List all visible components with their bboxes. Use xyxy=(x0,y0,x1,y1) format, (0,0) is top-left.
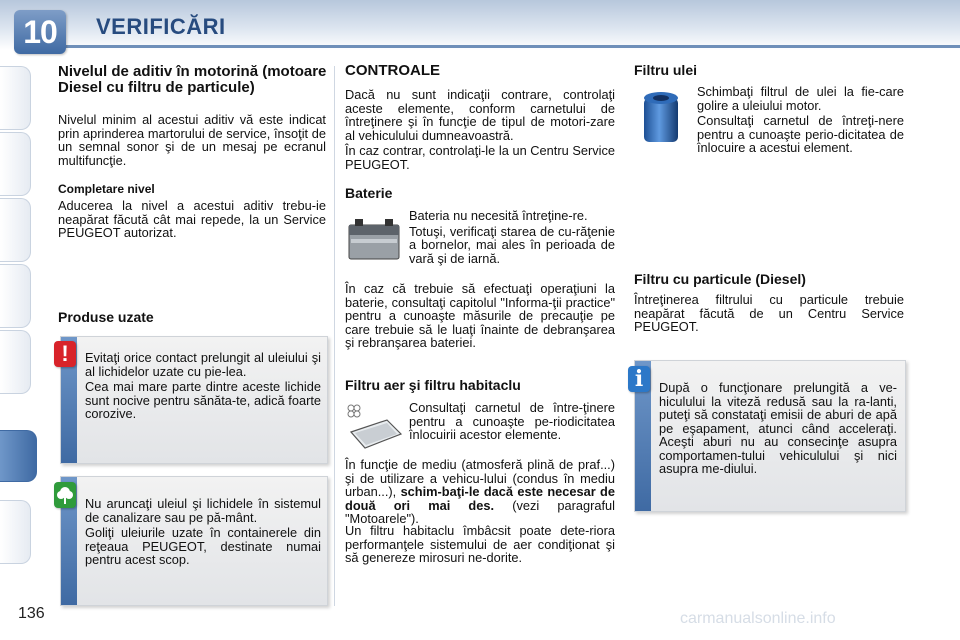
filtru-ulei-paragraph-2: Consultaţi carnetul de întreţi-nere pentru a cunoaşte perio-dicitatea de înlocuire a acestui element. xyxy=(697,113,904,155)
chapter-number-badge: 10 xyxy=(14,10,66,54)
baterie-paragraph-3: În caz că trebuie să efectuaţi operaţiuni la baterie, consultaţi capitolul "Informa-ţii practice" pentru a cunoaşte măsurile de precauţie pe care trebuie să le luaţi înainte de debranşarea şi rebranşarea bateriei. xyxy=(345,281,615,350)
filtru-ulei-side-text xyxy=(697,85,904,155)
page-title: VERIFICĂRI xyxy=(96,14,226,39)
filtru-aer-paragraph-2-start: În funcţie de mediu (atmosferă plină de praf...) şi de utilizare a vehicu-lului (condus în mediu urban...), xyxy=(345,457,615,499)
info-icon: i xyxy=(628,366,650,392)
filtru-ulei-paragraph-1: Schimbaţi filtrul de ulei la fie-care golire a uleiului motor. xyxy=(697,84,904,113)
chapter-tab-4[interactable] xyxy=(0,264,31,328)
oil-filter-icon xyxy=(638,86,684,153)
controale-paragraph-1: Dacă nu sunt indicaţii contrare, controlaţi aceste elemente, conform carnetului de întreţinere şi în funcţie de tipul de motori-zare al vehiculului dumneavoastră. xyxy=(345,87,615,143)
filtru-aer-paragraph-3: Un filtru habitaclu îmbâcsit poate dete-riora performanţele sistemului de aer condiţionat şi să genereze mirosuri ne-dorite. xyxy=(345,523,615,565)
baterie-title: Baterie xyxy=(345,185,393,201)
column-separator xyxy=(334,66,335,606)
warning-paragraph-1: Evitaţi orice contact prelungit al uleiului şi al lichidelor uzate cu pie-lea. xyxy=(85,350,321,379)
produse-uzate-title: Produse uzate xyxy=(58,309,154,325)
filtru-ulei-title: Filtru ulei xyxy=(634,62,697,78)
filtru-aer-paragraph-2 xyxy=(345,458,615,526)
chapter-tab-5[interactable] xyxy=(0,330,31,394)
controale-paragraph-2: În caz contrar, controlaţi-le la un Centru Service PEUGEOT. xyxy=(345,143,615,172)
info-note xyxy=(634,360,906,512)
eco-note-body xyxy=(85,497,321,567)
filtru-aer-paragraph-2-bold: schim-baţi-le dacă este necesar de două ori mai des. xyxy=(345,484,615,513)
watermark: carmanualsonline.info xyxy=(680,610,836,627)
cabin-filter-icon xyxy=(345,402,405,459)
particule-text: Întreţinerea filtrului cu particule trebuie neapărat făcută de un Centru Service PEUGEOT. xyxy=(634,292,904,334)
controale-title: CONTROALE xyxy=(345,62,440,79)
particule-title: Filtru cu particule (Diesel) xyxy=(634,271,806,287)
additive-title: Nivelul de aditiv în motorină (motoare Diesel cu filtru de particule) xyxy=(58,63,327,96)
filtru-aer-title: Filtru aer şi filtru habitaclu xyxy=(345,377,521,393)
header-rule xyxy=(22,45,960,48)
battery-icon xyxy=(345,215,403,268)
chapter-tab-6[interactable] xyxy=(0,500,31,564)
filtru-aer-side-text xyxy=(409,401,615,442)
eco-paragraph-1: Nu aruncaţi uleiul şi lichidele în sistemul de canalizare sau pe pă-mânt. xyxy=(85,496,321,525)
eco-note xyxy=(60,476,328,606)
warning-icon: ! xyxy=(54,341,76,367)
warning-paragraph-2: Cea mai mare parte dintre aceste lichide sunt nocive pentru sănăta-te, adică foarte corozive. xyxy=(85,379,321,421)
completare-title: Completare nivel xyxy=(58,182,155,196)
baterie-paragraph-1: Bateria nu necesită întreţine-re. xyxy=(409,208,588,223)
chapter-tab-2[interactable] xyxy=(0,132,31,196)
baterie-side-text xyxy=(409,209,615,265)
page-number: 136 xyxy=(18,605,45,622)
tree-icon xyxy=(54,482,76,508)
filtru-aer-paragraph-2-end: (vezi paragraful "Motoarele"). xyxy=(345,497,615,526)
eco-paragraph-2: Goliţi uleiurile uzate în containerele din reţeaua PEUGEOT, destinate numai pentru acest scop. xyxy=(85,525,321,567)
additive-text: Nivelul minim al acestui aditiv vă este indicat prin aprinderea martorului de service, însoţit de un semnal sonor şi de un mesaj pe ecranul multifuncţie. xyxy=(58,112,326,168)
info-text: După o funcţionare prelungită a ve-hiculului la viteză redusă sau la ra-lanti, puteţi să constataţi emisii de aburi de apă pe eşapament, atunci când acceleraţi. Aceşti aburi nu au consecinţe asupra comportamen-tului vehiculului şi nici asupra me-diului. xyxy=(659,380,897,476)
completare-text: Aducerea la nivel a acestui aditiv trebu-ie neapărat făcută cât mai repede, la un Service PEUGEOT autorizat. xyxy=(58,198,326,240)
warning-note-body xyxy=(85,351,321,421)
chapter-tab-active[interactable] xyxy=(0,430,37,482)
chapter-tab-3[interactable] xyxy=(0,198,31,262)
warning-note xyxy=(60,336,328,464)
baterie-paragraph-2: Totuşi, verificaţi starea de cu-răţenie a bornelor, mai ales în perioada de vară şi de iarnă. xyxy=(409,223,615,266)
filtru-aer-paragraph-1: Consultaţi carnetul de între-ţinere pentru a cunoaşte pe-riodicitatea înlocuirii acestor elemente. xyxy=(409,400,615,442)
chapter-tab-1[interactable] xyxy=(0,66,31,130)
